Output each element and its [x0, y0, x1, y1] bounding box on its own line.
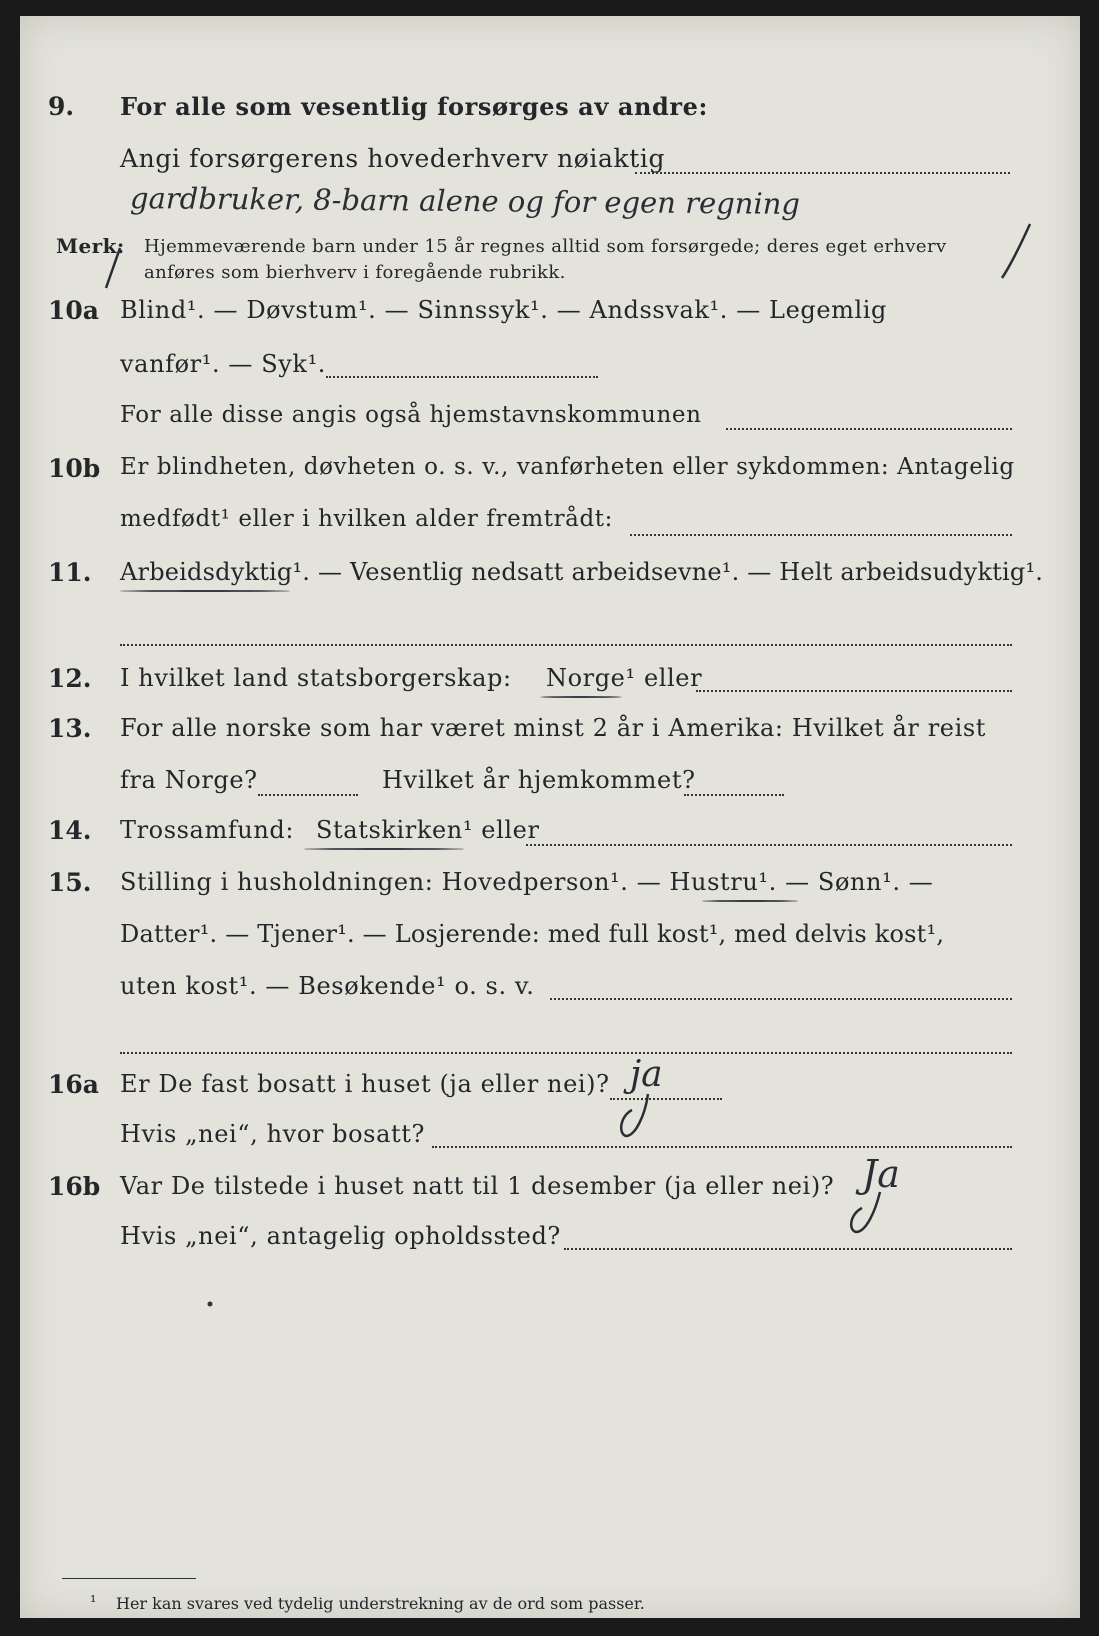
q12-number: 12.: [48, 664, 92, 693]
q10a-sick-line[interactable]: [326, 376, 598, 378]
q14-line1b: Statskirken¹ eller: [316, 816, 540, 844]
q13-line2b: Hvilket år hjemkommet?: [382, 766, 696, 794]
q10b-number: 10b: [48, 454, 101, 483]
q12-answer-line[interactable]: [696, 690, 1012, 692]
q15-line1: Stilling i husholdningen: Hovedperson¹. — Hustru¹. — Sønn¹. —: [120, 868, 934, 896]
q11-underline-arbeidsdyktig: [120, 590, 290, 592]
q14-underline-statskirken: [304, 848, 464, 850]
footnote-mark: ¹: [90, 1592, 97, 1611]
q15-extra-line[interactable]: [120, 1052, 1012, 1054]
q14-number: 14.: [48, 816, 92, 845]
q10a-line1: Blind¹. — Døvstum¹. — Sinnssyk¹. — Andssvak¹. — Legemlig: [120, 296, 888, 324]
merk-label: Merk:: [56, 234, 125, 258]
q12-line1b: Norge¹ eller: [546, 664, 703, 692]
q10a-number: 10a: [48, 296, 99, 325]
q11-number: 11.: [48, 558, 92, 587]
q16a-line2: Hvis „nei“, hvor bosatt?: [120, 1120, 425, 1148]
footnote-text: Her kan svares ved tydelig understrekning av de ord som passer.: [116, 1594, 645, 1613]
q15-answer-line[interactable]: [550, 998, 1012, 1000]
q12-underline-norge: [540, 696, 622, 698]
q13-return-year-line[interactable]: [684, 794, 784, 796]
q10a-line3: For alle disse angis også hjemstavnskommunen: [120, 402, 702, 428]
q13-departure-year-line[interactable]: [258, 794, 358, 796]
q10a-line2: vanfør¹. — Syk¹.: [120, 350, 327, 378]
q10b-line2: medfødt¹ eller i hvilken alder fremtrådt:: [120, 506, 613, 532]
q10b-answer-line[interactable]: [630, 534, 1012, 536]
q16b-number: 16b: [48, 1172, 101, 1201]
q15-line3: uten kost¹. — Besøkende¹ o. s. v.: [120, 972, 535, 1000]
census-form-page: [20, 16, 1080, 1618]
q15-underline-hustru: [702, 900, 798, 902]
q16b-handwritten-answer: Ja: [862, 1152, 900, 1196]
q16b-location-line[interactable]: [564, 1248, 1012, 1250]
q10b-line1: Er blindheten, døvheten o. s. v., vanførheten eller sykdommen: Antagelig: [120, 454, 1015, 480]
q16a-line1: Er De fast bosatt i huset (ja eller nei)?: [120, 1070, 610, 1098]
q9-number: 9.: [48, 92, 75, 121]
footnote-rule: [62, 1578, 196, 1579]
q16a-number: 16a: [48, 1070, 99, 1099]
q16a-answer-line[interactable]: [610, 1098, 722, 1100]
q14-line1a: Trossamfund:: [120, 816, 295, 844]
q9-line2: Angi forsørgerens hovederhverv nøiaktig: [120, 144, 666, 173]
q13-number: 13.: [48, 714, 92, 743]
q16a-residence-line[interactable]: [432, 1146, 1012, 1148]
q9-answer-line[interactable]: [635, 172, 1010, 174]
q15-number: 15.: [48, 868, 92, 897]
q11-answer-line[interactable]: [120, 644, 1012, 646]
q15-line2: Datter¹. — Tjener¹. — Losjerende: med full kost¹, med delvis kost¹,: [120, 920, 945, 948]
merk-line1: Hjemmeværende barn under 15 år regnes alltid som forsørgede; deres eget erhverv: [144, 236, 947, 257]
q9-title: For alle som vesentlig forsørges av andre:: [120, 92, 708, 121]
q13-line2a: fra Norge?: [120, 766, 258, 794]
q10a-home-municipality-line[interactable]: [726, 428, 1012, 430]
q14-answer-line[interactable]: [526, 844, 1012, 846]
q16b-line1: Var De tilstede i huset natt til 1 desember (ja eller nei)?: [120, 1172, 835, 1200]
q16b-line2: Hvis „nei“, antagelig opholdssted?: [120, 1222, 561, 1250]
q11-line1: Arbeidsdyktig¹. — Vesentlig nedsatt arbeidsevne¹. — Helt arbeidsudyktig¹.: [120, 558, 1044, 586]
q12-line1a: I hvilket land statsborgerskap:: [120, 664, 512, 692]
q9-handwritten-answer: gardbruker, 8-barn alene og for egen regning: [129, 181, 801, 221]
merk-line2: anføres som bierhverv i foregående rubrikk.: [144, 262, 566, 283]
q16a-handwritten-answer: ja: [630, 1054, 663, 1095]
q13-line1: For alle norske som har været minst 2 år i Amerika: Hvilket år reist: [120, 714, 987, 742]
